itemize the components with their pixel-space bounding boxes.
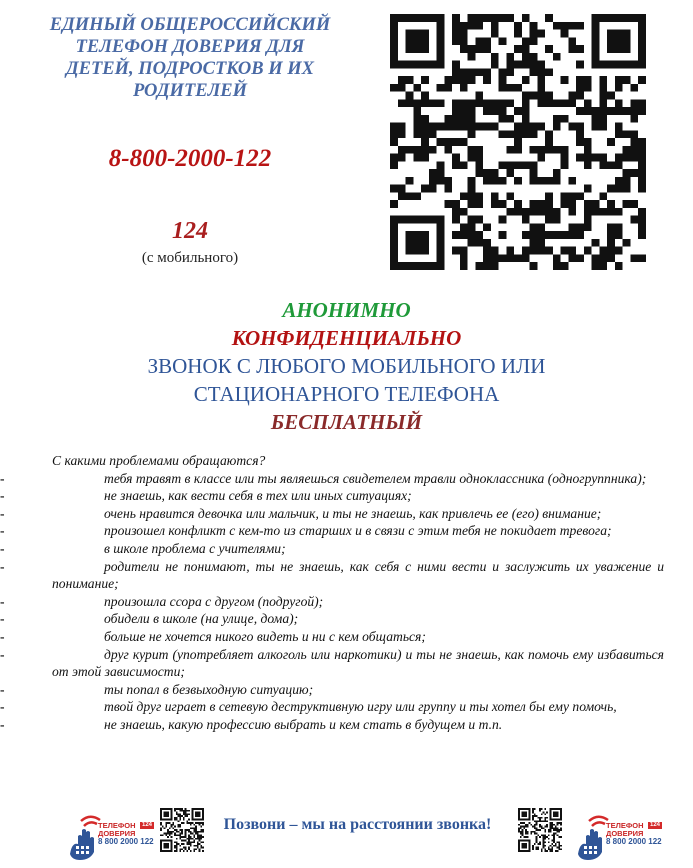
hotline-logo: [572, 814, 664, 862]
dash-bullet: -: [0, 505, 5, 521]
dash-bullet: -: [0, 646, 5, 662]
list-item-text: произошел конфликт с кем-то из старших и в связи с этим тебя не покидает тревога;: [104, 523, 612, 539]
feature-confidential: КОНФИДЕНЦИАЛЬНО: [231, 326, 462, 350]
list-item: [0, 681, 664, 699]
list-item-text: очень нравится девочка или мальчик, и ты не знаешь, как привлечь ее (его) внимание;: [104, 505, 602, 521]
dash-bullet: -: [0, 593, 5, 609]
logo-code: 124: [649, 822, 660, 828]
title-line: ЕДИНЫЙ ОБЩЕРОССИЙСКИЙ: [49, 15, 331, 35]
list-item-text: не знаешь, как вести себя в тех или иных ситуациях;: [104, 488, 412, 504]
dash-bullet: -: [0, 470, 5, 486]
qr-code-icon[interactable]: [518, 808, 562, 852]
footer: [0, 800, 693, 868]
feature-anonymous: АНОНИМНО: [282, 298, 411, 322]
qr-code-icon[interactable]: [390, 14, 646, 270]
list-item: [0, 470, 664, 488]
list-item-text: друг курит (употребляет алкоголь или наркотики) и ты не знаешь, как помочь ему избавиться от этой зависимости;: [52, 646, 664, 680]
feature-call-line: СТАЦИОНАРНОГО ТЕЛЕФОНА: [193, 382, 500, 406]
qr-code-icon[interactable]: [160, 808, 204, 852]
list-item-text: произошла ссора с другом (подругой);: [104, 593, 324, 609]
footer-slogan: Позвони – мы на расстоянии звонка!: [223, 816, 492, 833]
list-item: [0, 593, 664, 611]
dash-bullet: -: [0, 488, 5, 504]
dash-bullet: -: [0, 523, 5, 539]
list-item-text: родители не понимают, ты не знаешь, как себя с ними вести и заслужить их уважение и понимание;: [52, 558, 664, 592]
list-item: [0, 540, 664, 558]
list-item-text: твой друг играет в сетевую деструктивную игру или группу и ты хотел бы ему помочь,: [104, 699, 617, 715]
logo-text: [606, 822, 664, 846]
problems-heading: С какими проблемами обращаются?: [52, 453, 266, 468]
problems-list: [0, 470, 664, 734]
dash-bullet: -: [0, 716, 5, 732]
hotline-logo: [64, 814, 156, 862]
list-item-text: больше не хочется никого видеть и ни с кем общаться;: [104, 628, 426, 644]
feature-free: БЕСПЛАТНЫЙ: [270, 410, 423, 434]
logo-number: 8 800 2000 122: [98, 837, 154, 846]
dash-bullet: -: [0, 540, 5, 556]
logo-text: [98, 822, 156, 846]
list-item: [0, 558, 664, 593]
list-item: [0, 610, 664, 628]
list-item: [0, 522, 664, 540]
list-item: [0, 716, 664, 734]
list-item: [0, 505, 664, 523]
short-number-note: (с мобильного): [141, 250, 239, 266]
list-item-text: тебя травят в классе или ты являешься свидетелем травли одноклассника (одногруппника);: [104, 470, 647, 486]
list-item-text: в школе проблема с учителями;: [104, 540, 286, 556]
list-item: [0, 628, 664, 646]
logo-number: 8 800 2000 122: [606, 837, 662, 846]
logo-line: ТЕЛЕФОН: [606, 821, 644, 830]
dash-bullet: -: [0, 699, 5, 715]
list-item: [0, 487, 664, 505]
list-item-text: обидели в школе (на улице, дома);: [104, 611, 299, 627]
dash-bullet: -: [0, 611, 5, 627]
short-number[interactable]: 124: [172, 218, 208, 244]
title-line: ТЕЛЕФОН ДОВЕРИЯ ДЛЯ: [75, 37, 305, 57]
dash-bullet: -: [0, 681, 5, 697]
list-item-text: ты попал в безвыходную ситуацию;: [104, 681, 314, 697]
problems-section: [0, 452, 664, 734]
title-line: РОДИТЕЛЕЙ: [132, 81, 248, 101]
logo-line: ДОВЕРИЯ: [98, 829, 136, 838]
logo-code: 124: [141, 822, 152, 828]
logo-line: ДОВЕРИЯ: [606, 829, 644, 838]
title-line: ДЕТЕЙ, ПОДРОСТКОВ И ИХ: [66, 59, 314, 79]
hotline-title: [30, 14, 350, 102]
logo-line: ТЕЛЕФОН: [98, 821, 136, 830]
list-item-text: не знаешь, какую профессию выбрать и кем стать в будущем и т.п.: [104, 716, 503, 732]
phone-number[interactable]: 8-800-2000-122: [108, 145, 272, 172]
dash-bullet: -: [0, 558, 5, 574]
list-item: [0, 646, 664, 681]
feature-call-line: ЗВОНОК С ЛЮБОГО МОБИЛЬНОГО ИЛИ: [147, 354, 546, 378]
dash-bullet: -: [0, 628, 5, 644]
list-item: [0, 698, 664, 716]
